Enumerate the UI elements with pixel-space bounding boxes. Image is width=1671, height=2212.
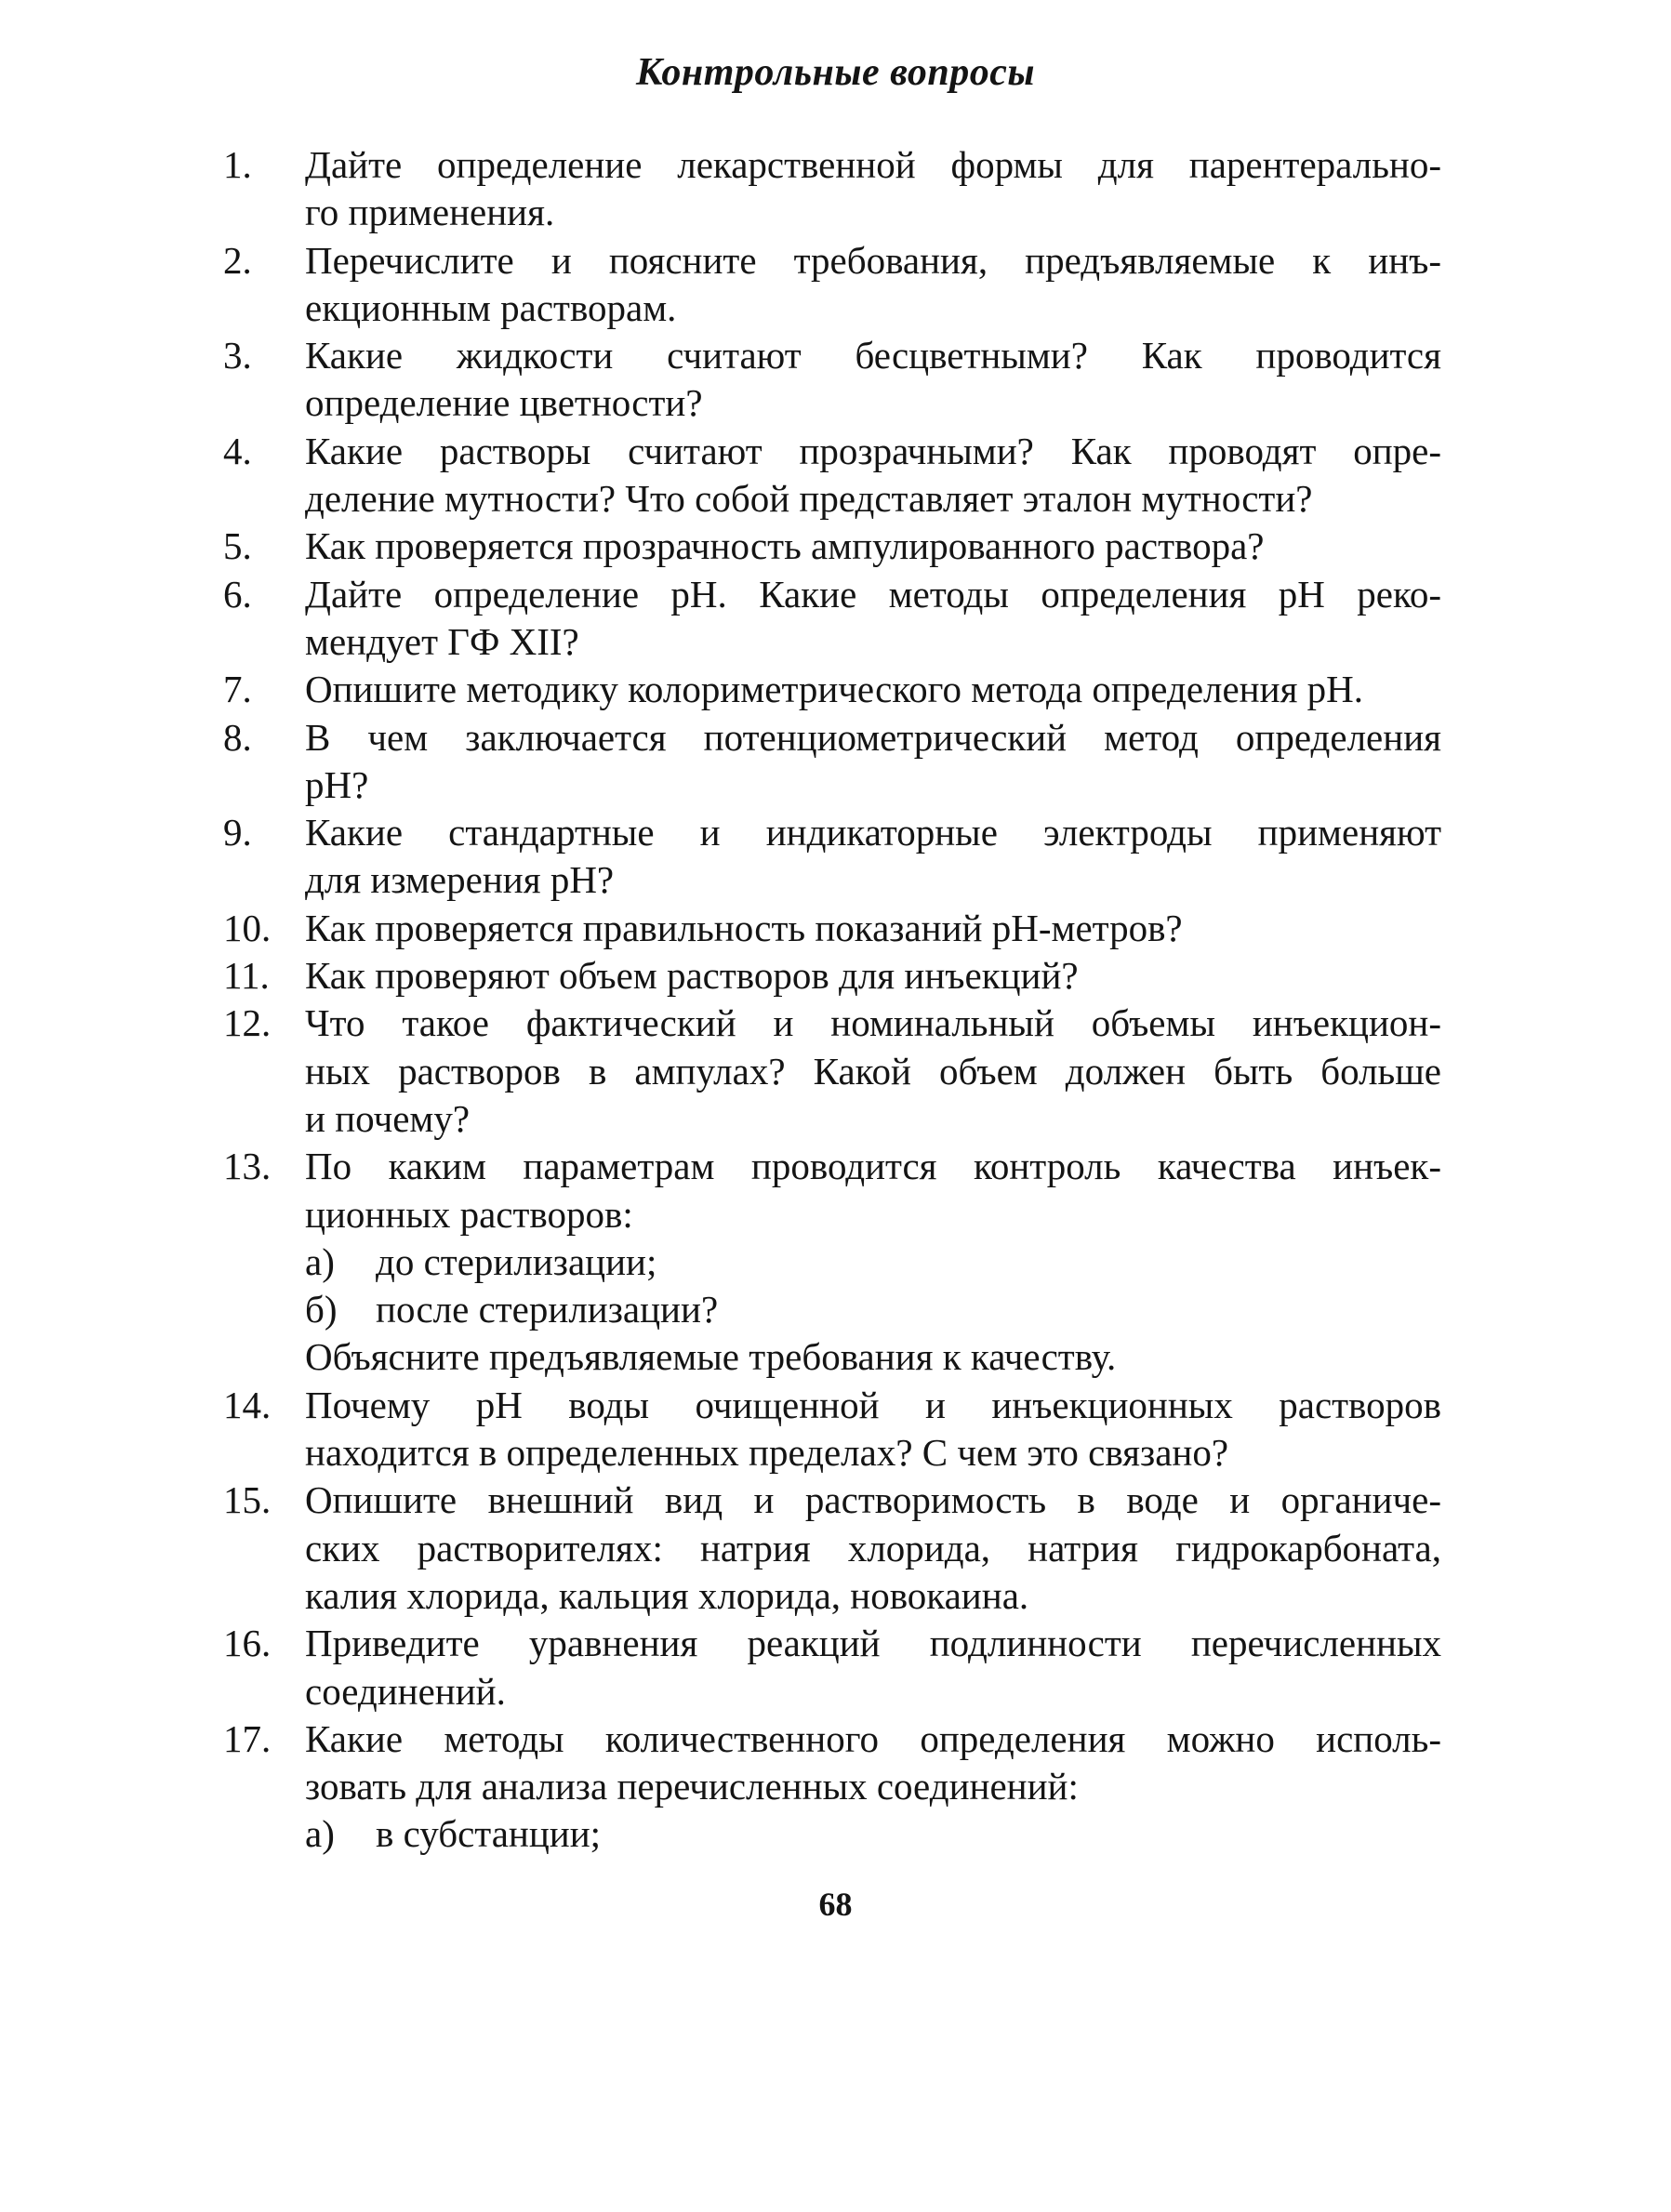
question-item — [223, 1620, 1441, 1715]
question-item — [223, 809, 1441, 905]
question-line: находится в определенных пределах? С чем это связано? — [305, 1431, 1229, 1475]
question-text — [305, 714, 1441, 810]
question-number: 6. — [223, 572, 252, 616]
question-line: определение цветности? — [305, 381, 703, 425]
question-text — [305, 666, 1441, 713]
subitem-text: после стерилизации? — [376, 1288, 719, 1331]
question-item — [223, 1382, 1441, 1477]
question-subitem — [305, 1810, 1441, 1858]
question-line: В чем заключается потенциометрический метод определения — [305, 715, 1441, 759]
question-number: 7. — [223, 668, 252, 711]
question-line: Какие жидкости считают бесцветными? Как проводится — [305, 334, 1441, 377]
subitem-marker: б) — [305, 1288, 338, 1331]
question-line: Приведите уравнения реакций подлинности перечисленных — [305, 1622, 1441, 1665]
question-text — [305, 523, 1441, 570]
question-line: ных растворов в ампулах? Какой объем должен быть больше — [305, 1049, 1441, 1093]
question-line: ционных растворов: — [305, 1192, 633, 1236]
question-line: Перечислите и поясните требования, предъявляемые к инъ- — [305, 238, 1441, 282]
question-number: 4. — [223, 429, 252, 472]
question-number: 1. — [223, 143, 252, 186]
page-heading: Контрольные вопросы — [635, 51, 1036, 94]
question-line: Опишите методику колориметрического метода определения pH. — [305, 668, 1364, 711]
subitem-marker: а) — [305, 1812, 335, 1856]
question-line: Какие стандартные и индикаторные электроды применяют — [305, 811, 1441, 854]
question-line: ских растворителях: натрия хлорида, натрия гидрокарбоната, — [305, 1526, 1441, 1570]
question-line: Какие методы количественного определения можно исполь- — [305, 1716, 1441, 1760]
question-line: мендует ГФ XII? — [305, 619, 579, 663]
question-number: 12. — [223, 1001, 272, 1045]
question-line: Опишите внешний вид и растворимость в воде и органиче- — [305, 1478, 1441, 1522]
question-number: 13. — [223, 1145, 272, 1188]
question-line: го применения. — [305, 191, 555, 234]
question-text — [305, 1477, 1441, 1620]
question-number: 11. — [223, 954, 270, 998]
question-subitem — [305, 1286, 1441, 1333]
question-number: 16. — [223, 1622, 272, 1665]
question-text — [305, 1715, 1441, 1859]
question-item — [223, 332, 1441, 428]
question-line: Как проверяется прозрачность ампулированного раствора? — [305, 524, 1265, 568]
question-line: По каким параметрам проводится контроль качества инъек- — [305, 1145, 1441, 1188]
question-item — [223, 1000, 1441, 1143]
question-line: Как проверяется правильность показаний pH-метров? — [305, 906, 1183, 949]
question-item — [223, 523, 1441, 570]
question-text — [305, 332, 1441, 428]
question-number: 14. — [223, 1383, 272, 1426]
question-line: калия хлорида, кальция хлорида, новокаина. — [305, 1573, 1029, 1617]
question-number: 15. — [223, 1478, 272, 1522]
question-line: Какие растворы считают прозрачными? Как проводят опре- — [305, 429, 1441, 472]
question-item — [223, 237, 1441, 333]
question-text — [305, 1143, 1441, 1381]
question-number: 9. — [223, 811, 252, 854]
question-text — [305, 952, 1441, 1000]
question-line: деление мутности? Что собой представляет эталон мутности? — [305, 477, 1313, 521]
question-number: 10. — [223, 906, 272, 949]
question-number: 8. — [223, 715, 252, 759]
question-subitem — [305, 1238, 1441, 1286]
question-text — [305, 237, 1441, 333]
question-text — [305, 1000, 1441, 1143]
question-item — [223, 905, 1441, 952]
question-line: зовать для анализа перечисленных соединений: — [305, 1765, 1079, 1808]
question-line: pH? — [305, 762, 369, 806]
question-text — [305, 809, 1441, 905]
subitem-text: в субстанции; — [376, 1812, 602, 1856]
question-number: 3. — [223, 334, 252, 377]
question-item — [223, 952, 1441, 1000]
question-number: 17. — [223, 1716, 272, 1760]
question-line: Почему pH воды очищенной и инъекционных растворов — [305, 1383, 1441, 1426]
question-line: Как проверяют объем растворов для инъекций? — [305, 954, 1079, 998]
question-number: 2. — [223, 238, 252, 282]
question-text — [305, 141, 1441, 237]
question-line: Дайте определение лекарственной формы для парентерально- — [305, 143, 1441, 186]
subitem-text: до стерилизации; — [376, 1239, 657, 1283]
question-line: Что такое фактический и номинальный объемы инъекцион- — [305, 1001, 1441, 1045]
question-line: и почему? — [305, 1096, 471, 1140]
question-text — [305, 571, 1441, 667]
question-line: соединений. — [305, 1669, 506, 1713]
question-item — [223, 141, 1441, 237]
question-list — [223, 141, 1441, 1859]
question-text — [305, 905, 1441, 952]
question-item — [223, 666, 1441, 713]
question-line: Дайте определение pH. Какие методы определения pH реко- — [305, 572, 1441, 616]
question-text — [305, 1382, 1441, 1477]
subitem-marker: а) — [305, 1239, 335, 1283]
page-number: 68 — [818, 1886, 853, 1923]
question-line: для измерения pH? — [305, 858, 615, 902]
question-item — [223, 571, 1441, 667]
question-text — [305, 1620, 1441, 1715]
question-item — [223, 1715, 1441, 1859]
question-item — [223, 1477, 1441, 1620]
question-item — [223, 714, 1441, 810]
question-item — [223, 1143, 1441, 1381]
question-item — [223, 428, 1441, 523]
question-text — [305, 428, 1441, 523]
question-number: 5. — [223, 524, 252, 568]
question-followup: Объясните предъявляемые требования к качеству. — [305, 1335, 1117, 1379]
question-line: екционным растворам. — [305, 285, 677, 329]
